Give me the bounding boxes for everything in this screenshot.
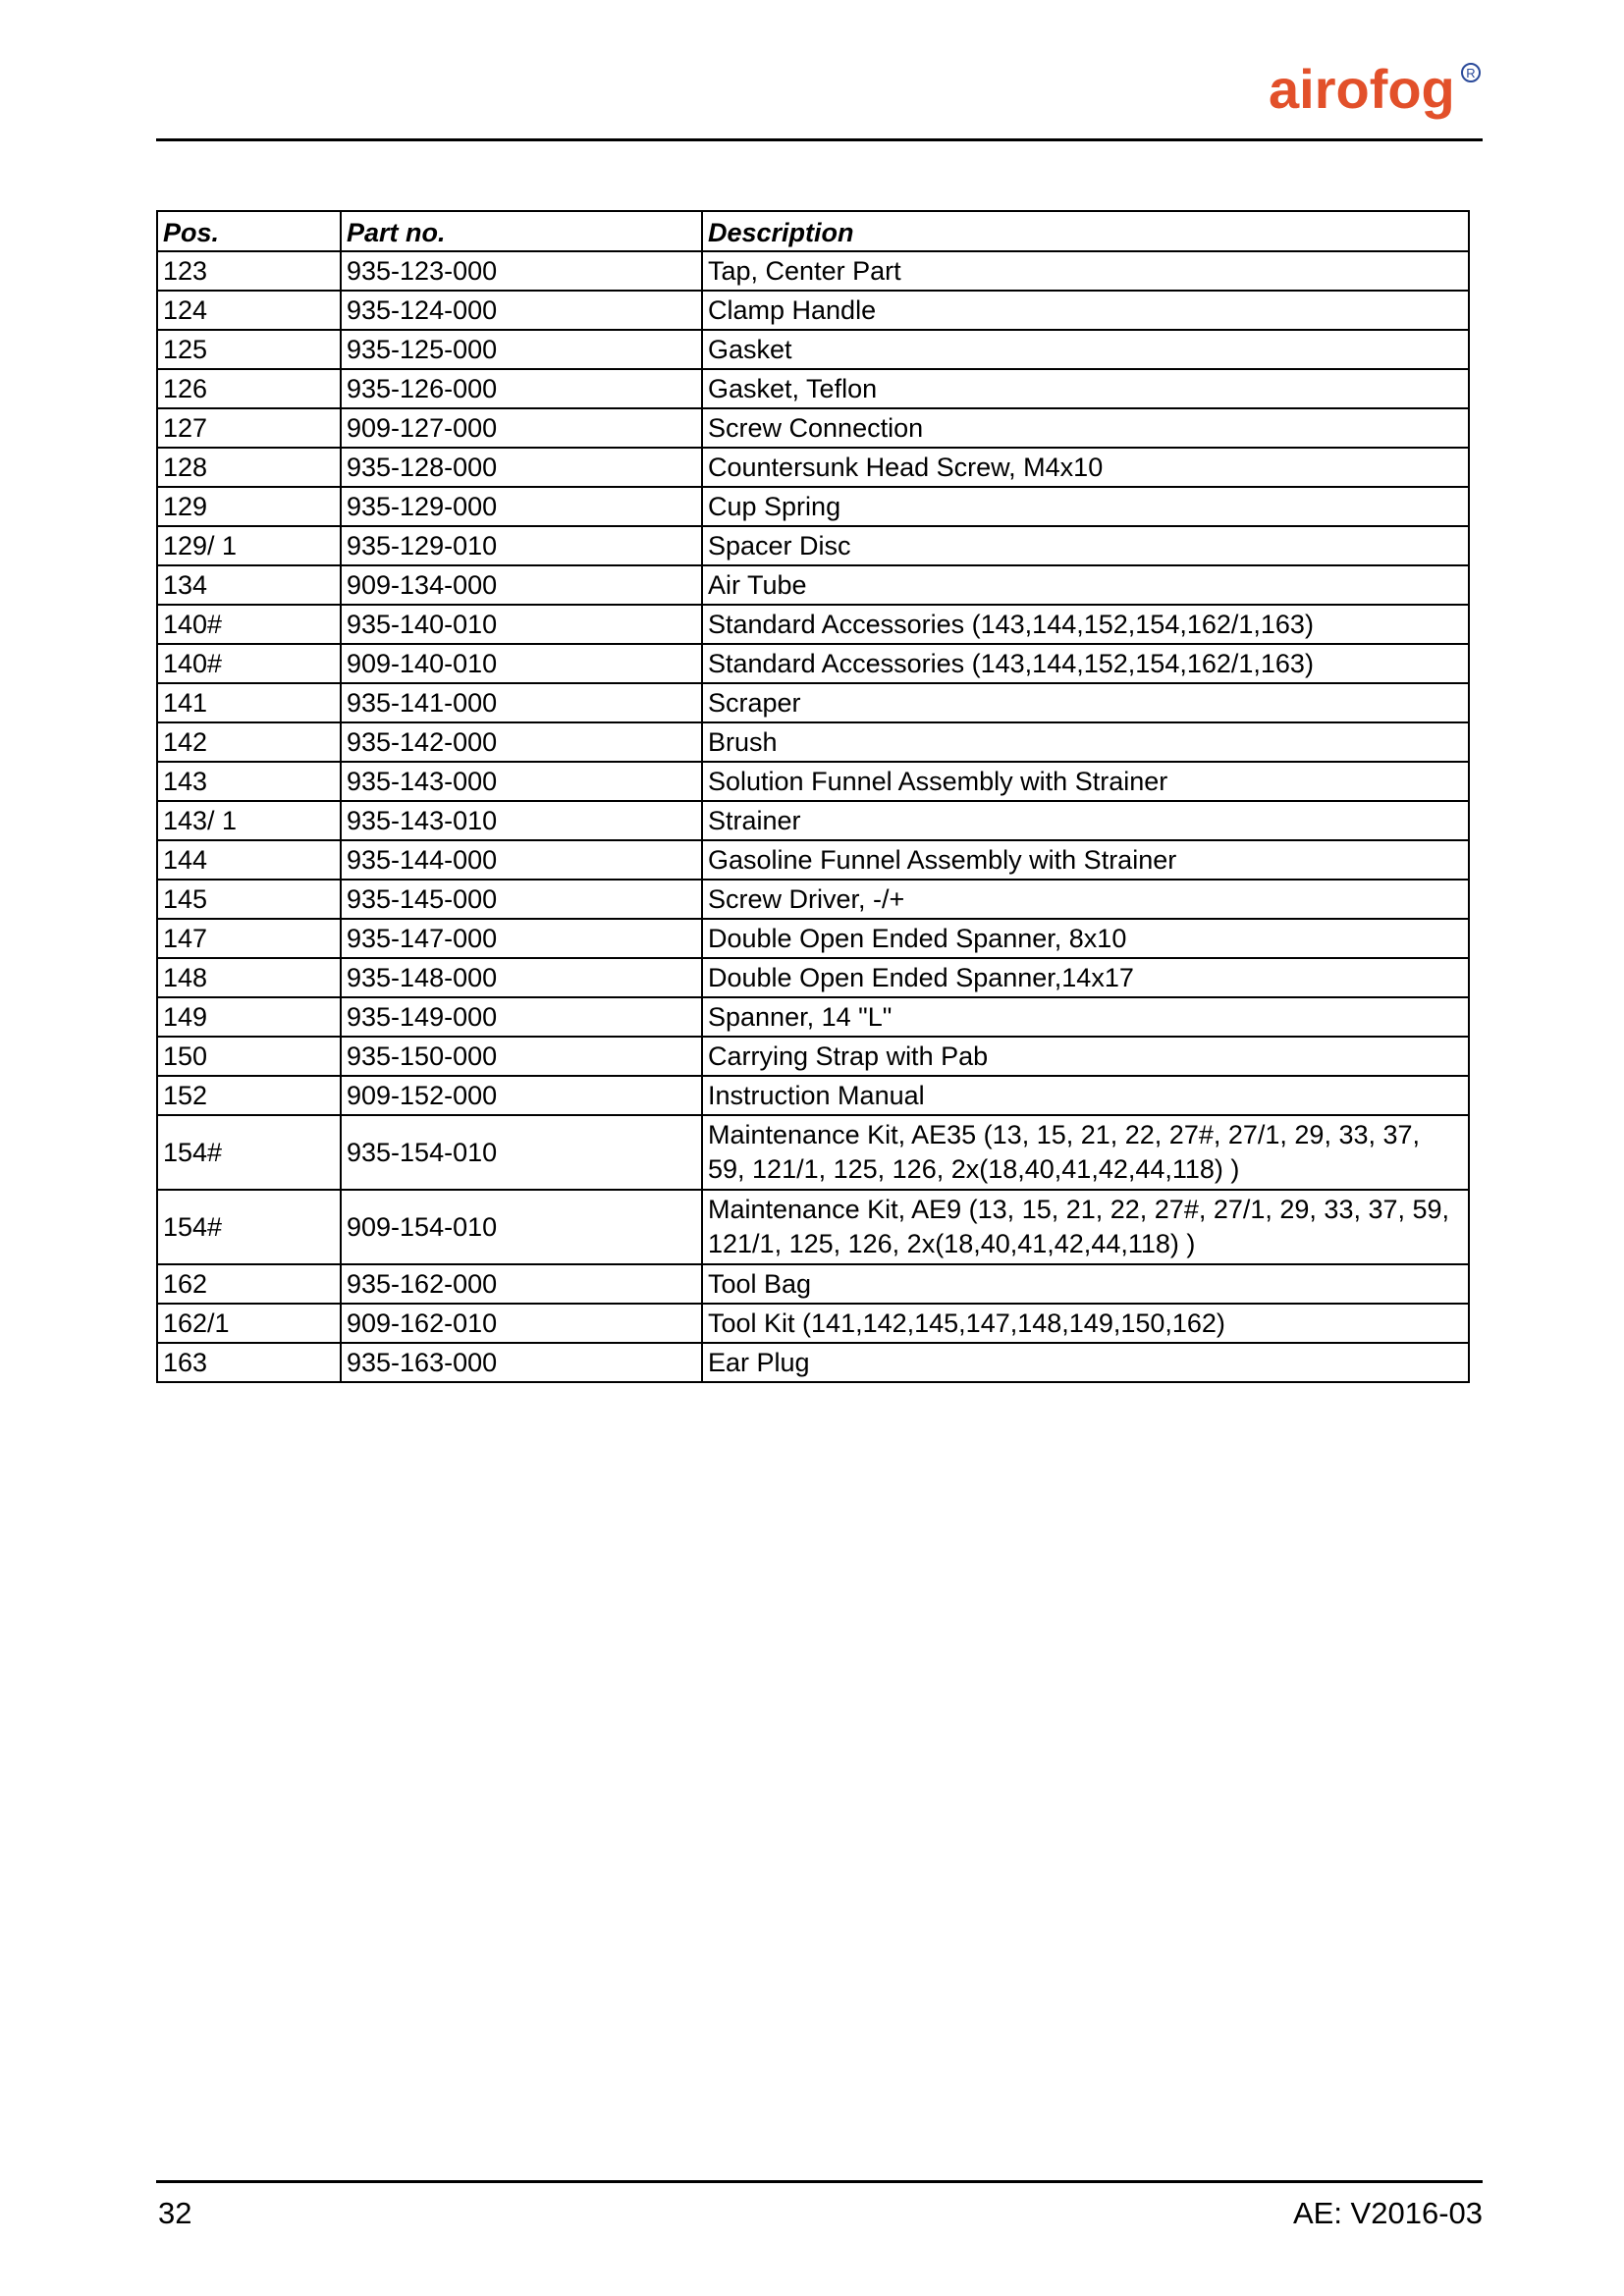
table-row bbox=[157, 880, 1469, 919]
header-row bbox=[157, 211, 1469, 251]
cell-part-no: 935-141-000 bbox=[341, 683, 702, 722]
airofog-logo bbox=[1267, 47, 1492, 135]
table-row bbox=[157, 1076, 1469, 1115]
cell-description: Spacer Disc bbox=[702, 526, 1469, 565]
cell-pos: 162 bbox=[157, 1264, 341, 1304]
cell-part-no: 935-150-000 bbox=[341, 1037, 702, 1076]
table-row bbox=[157, 330, 1469, 369]
table-row bbox=[157, 762, 1469, 801]
cell-description: Air Tube bbox=[702, 565, 1469, 605]
table-row bbox=[157, 526, 1469, 565]
cell-part-no: 935-142-000 bbox=[341, 722, 702, 762]
cell-part-no: 935-123-000 bbox=[341, 251, 702, 291]
cell-description: Gasket, Teflon bbox=[702, 369, 1469, 408]
cell-part-no: 935-145-000 bbox=[341, 880, 702, 919]
document-version: AE: V2016-03 bbox=[1292, 2196, 1483, 2230]
cell-part-no: 935-162-000 bbox=[341, 1264, 702, 1304]
cell-pos: 142 bbox=[157, 722, 341, 762]
cell-pos: 134 bbox=[157, 565, 341, 605]
cell-part-no: 935-129-010 bbox=[341, 526, 702, 565]
airofog-logo-mark bbox=[1267, 47, 1492, 135]
cell-description: Instruction Manual bbox=[702, 1076, 1469, 1115]
table-row bbox=[157, 448, 1469, 487]
table-row bbox=[157, 919, 1469, 958]
table-row bbox=[157, 1037, 1469, 1076]
table-row bbox=[157, 1264, 1469, 1304]
cell-part-no: 909-152-000 bbox=[341, 1076, 702, 1115]
cell-part-no: 935-125-000 bbox=[341, 330, 702, 369]
parts-table-body bbox=[157, 251, 1469, 1382]
cell-pos: 129/ 1 bbox=[157, 526, 341, 565]
cell-description: Tool Bag bbox=[702, 1264, 1469, 1304]
cell-part-no: 935-148-000 bbox=[341, 958, 702, 997]
cell-pos: 127 bbox=[157, 408, 341, 448]
logo-wordmark: airofog bbox=[1269, 58, 1455, 120]
cell-part-no: 935-154-010 bbox=[341, 1115, 702, 1190]
cell-description: Double Open Ended Spanner,14x17 bbox=[702, 958, 1469, 997]
cell-pos: 152 bbox=[157, 1076, 341, 1115]
cell-part-no: 909-162-010 bbox=[341, 1304, 702, 1343]
cell-pos: 128 bbox=[157, 448, 341, 487]
table-row bbox=[157, 565, 1469, 605]
table-row bbox=[157, 958, 1469, 997]
table-row bbox=[157, 840, 1469, 880]
cell-pos: 126 bbox=[157, 369, 341, 408]
cell-part-no: 909-127-000 bbox=[341, 408, 702, 448]
cell-description: Screw Driver, -/+ bbox=[702, 880, 1469, 919]
cell-part-no: 935-140-010 bbox=[341, 605, 702, 644]
cell-pos: 147 bbox=[157, 919, 341, 958]
cell-description: Gasket bbox=[702, 330, 1469, 369]
footer-rule bbox=[156, 2180, 1483, 2183]
cell-pos: 143/ 1 bbox=[157, 801, 341, 840]
cell-part-no: 909-154-010 bbox=[341, 1190, 702, 1264]
table-row bbox=[157, 251, 1469, 291]
cell-description: Brush bbox=[702, 722, 1469, 762]
parts-table-header bbox=[157, 211, 1469, 251]
cell-description: Carrying Strap with Pab bbox=[702, 1037, 1469, 1076]
cell-description: Double Open Ended Spanner, 8x10 bbox=[702, 919, 1469, 958]
cell-description: Standard Accessories (143,144,152,154,162/1,163) bbox=[702, 644, 1469, 683]
cell-pos: 162/1 bbox=[157, 1304, 341, 1343]
cell-pos: 154# bbox=[157, 1115, 341, 1190]
table-row bbox=[157, 369, 1469, 408]
cell-part-no: 935-126-000 bbox=[341, 369, 702, 408]
cell-pos: 124 bbox=[157, 291, 341, 330]
cell-pos: 150 bbox=[157, 1037, 341, 1076]
cell-pos: 144 bbox=[157, 840, 341, 880]
cell-description: Strainer bbox=[702, 801, 1469, 840]
cell-pos: 163 bbox=[157, 1343, 341, 1382]
cell-description: Solution Funnel Assembly with Strainer bbox=[702, 762, 1469, 801]
cell-part-no: 909-134-000 bbox=[341, 565, 702, 605]
header-part-no: Part no. bbox=[341, 211, 702, 251]
table-row bbox=[157, 1115, 1469, 1190]
cell-pos: 140# bbox=[157, 605, 341, 644]
cell-pos: 125 bbox=[157, 330, 341, 369]
cell-pos: 154# bbox=[157, 1190, 341, 1264]
table-row bbox=[157, 408, 1469, 448]
page-number: 32 bbox=[158, 2196, 192, 2230]
cell-pos: 148 bbox=[157, 958, 341, 997]
cell-part-no: 935-147-000 bbox=[341, 919, 702, 958]
cell-part-no: 935-163-000 bbox=[341, 1343, 702, 1382]
cell-description: Scraper bbox=[702, 683, 1469, 722]
table-row bbox=[157, 1304, 1469, 1343]
cell-part-no: 935-129-000 bbox=[341, 487, 702, 526]
table-row bbox=[157, 487, 1469, 526]
cell-part-no: 935-144-000 bbox=[341, 840, 702, 880]
cell-pos: 123 bbox=[157, 251, 341, 291]
cell-pos: 140# bbox=[157, 644, 341, 683]
table-row bbox=[157, 291, 1469, 330]
cell-description: Gasoline Funnel Assembly with Strainer bbox=[702, 840, 1469, 880]
parts-table bbox=[156, 210, 1470, 1383]
cell-pos: 145 bbox=[157, 880, 341, 919]
table-row bbox=[157, 722, 1469, 762]
cell-part-no: 909-140-010 bbox=[341, 644, 702, 683]
cell-pos: 149 bbox=[157, 997, 341, 1037]
table-row bbox=[157, 644, 1469, 683]
cell-description: Cup Spring bbox=[702, 487, 1469, 526]
cell-part-no: 935-143-010 bbox=[341, 801, 702, 840]
cell-pos: 141 bbox=[157, 683, 341, 722]
table-row bbox=[157, 1190, 1469, 1264]
cell-pos: 129 bbox=[157, 487, 341, 526]
cell-part-no: 935-124-000 bbox=[341, 291, 702, 330]
header-pos: Pos. bbox=[157, 211, 341, 251]
table-row bbox=[157, 605, 1469, 644]
registered-mark-letter: R bbox=[1466, 66, 1476, 80]
cell-description: Tool Kit (141,142,145,147,148,149,150,162) bbox=[702, 1304, 1469, 1343]
cell-description: Ear Plug bbox=[702, 1343, 1469, 1382]
table-row bbox=[157, 801, 1469, 840]
cell-description: Maintenance Kit, AE35 (13, 15, 21, 22, 27#, 27/1, 29, 33, 37, 59, 121/1, 125, 126, 2x(18,40,41,42,44,118) ) bbox=[702, 1115, 1469, 1190]
table-row bbox=[157, 997, 1469, 1037]
cell-description: Standard Accessories (143,144,152,154,162/1,163) bbox=[702, 605, 1469, 644]
cell-part-no: 935-128-000 bbox=[341, 448, 702, 487]
cell-description: Clamp Handle bbox=[702, 291, 1469, 330]
cell-description: Maintenance Kit, AE9 (13, 15, 21, 22, 27#, 27/1, 29, 33, 37, 59, 121/1, 125, 126, 2x(18,40,41,42,44,118) ) bbox=[702, 1190, 1469, 1264]
cell-description: Spanner, 14 "L" bbox=[702, 997, 1469, 1037]
table-row bbox=[157, 1343, 1469, 1382]
table-row bbox=[157, 683, 1469, 722]
cell-part-no: 935-149-000 bbox=[341, 997, 702, 1037]
cell-description: Screw Connection bbox=[702, 408, 1469, 448]
cell-pos: 143 bbox=[157, 762, 341, 801]
header-description: Description bbox=[702, 211, 1469, 251]
cell-description: Countersunk Head Screw, M4x10 bbox=[702, 448, 1469, 487]
header-rule bbox=[156, 138, 1483, 141]
cell-description: Tap, Center Part bbox=[702, 251, 1469, 291]
cell-part-no: 935-143-000 bbox=[341, 762, 702, 801]
